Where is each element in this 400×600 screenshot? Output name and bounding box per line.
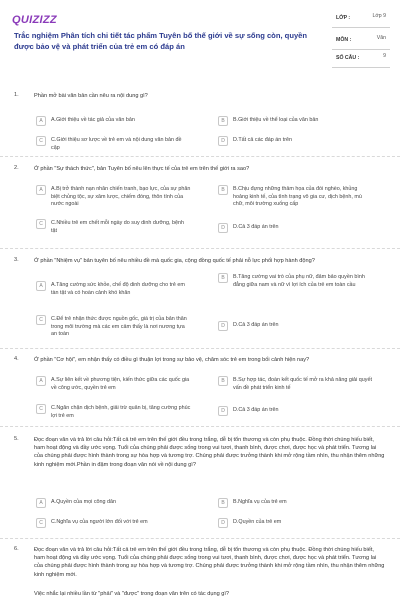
worksheet-meta — [332, 12, 390, 68]
worksheet-title: Trắc nghiệm Phân tích chi tiết tác phẩm Tuyên bố thế giới về sự sống còn, quyền được bảo vệ và phát triển của trẻ em có đáp án — [14, 31, 308, 51]
question-text: Ở phần "Sự thách thức", bản Tuyên bố nêu lên thực tế của trẻ em trên thế giới ra sao? — [34, 166, 250, 172]
meta-question-count: SỐ CÂU : 9 — [332, 52, 390, 68]
divider — [0, 248, 400, 249]
meta-grade: LỚP : Lớp 9 — [332, 12, 390, 28]
question-text: Đọc đoạn văn và trả lời câu hỏi:Tất cả trẻ em trên thế giới đều trong trắng, dễ bị tổn thương và còn phụ thuộc. Đồng thời chúng hiếu biết, ham hoạt động và đầy ước vọng. Tuổi của chúng phải được sống trong vui tươi, thanh bình, được chơi, được học và phát triển. Tương lai của chúng phải được hình thành trong sự hòa hợp và tương trợ. Chúng phải được trưởng thành khi mở rộng tầm nhìn, thu nhận thêm những kinh nghiệm mới. — [34, 547, 385, 578]
divider — [0, 426, 400, 427]
meta-subject: MÔN : Văn — [332, 34, 390, 50]
question-text: Ở phần "Cơ hội", em nhận thấy có điều gì thuận lợi trong sự bảo vệ, chăm sóc trẻ em trong bối cảnh hiện nay? — [34, 357, 310, 363]
divider — [0, 156, 400, 157]
worksheet-header — [0, 0, 400, 72]
quizizz-logo: QUIZIZZ — [12, 14, 57, 26]
question-text: Ở phần "Nhiệm vụ" bản tuyên bố nêu nhiều đề mà quốc gia, cộng đồng quốc tế phải nỗ lực phối hợp hành động? — [34, 258, 315, 264]
question-text: Đọc đoạn văn và trả lời câu hỏi:Tất cả trẻ em trên thế giới đều trong trắng, dễ bị tổn thương và còn phụ thuộc. Đồng thời chúng hiếu biết, ham hoạt động và đầy ước vọng. Tuổi của chúng phải được sống trong vui tươi, thanh bình, được chơi, được học và phát triển. Tương lai của chúng phải được hình thành trong sự hòa hợp và tương trợ. Chúng phải được trưởng thành khi mở rộng tầm nhìn, thu nhận thêm những kinh nghiệm mới.Phần in đậm trong đoạn văn nói về nội dung gì? — [34, 437, 385, 468]
question-text: Phần mở bài văn bản cần nêu ra nội dung gì? — [34, 93, 148, 99]
divider — [0, 538, 400, 539]
divider — [0, 348, 400, 349]
question-followup: Việc nhắc lại nhiều lần từ "phải" và "được" trong đoạn văn trên có tác dụng gì? — [34, 591, 230, 597]
